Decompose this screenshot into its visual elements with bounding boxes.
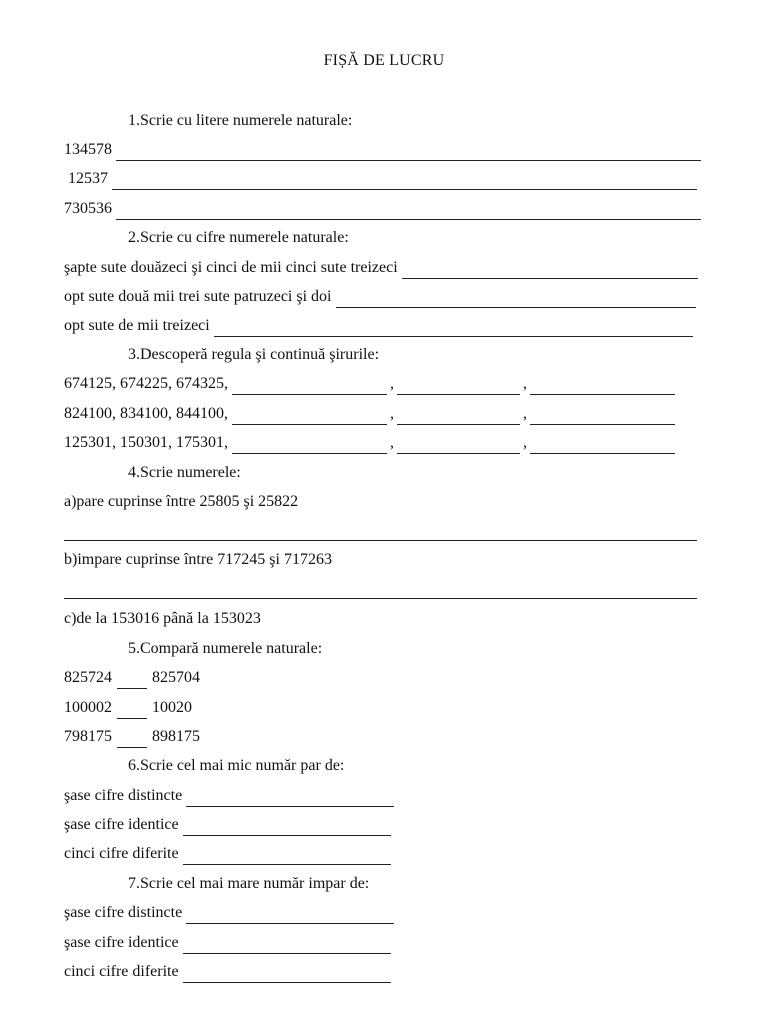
ex2-row [64,286,696,308]
ex3-separator: , [390,405,394,422]
ex1-number: 134578 [64,141,112,158]
ex4-part-b: b)impare cuprinse între 717245 şi 717263 [64,551,332,568]
ex3-row [64,432,675,454]
ex6-row [64,843,391,865]
ex5-compare-field[interactable] [117,732,147,748]
ex6-row [64,785,394,807]
ex5-left-number: 825724 [64,669,112,686]
ex7-answer-field[interactable] [183,938,391,954]
ex3-answer-field[interactable] [397,409,520,425]
ex6-text: şase cifre distincte [64,787,183,804]
ex3-answer-field[interactable] [232,409,387,425]
ex6-answer-field[interactable] [183,820,391,836]
ex1-row [64,168,697,190]
ex6-answer-field[interactable] [186,791,394,807]
ex6-text: cinci cifre diferite [64,845,179,862]
ex4-heading: 4.Scrie numerele: [128,464,241,481]
ex5-compare-field[interactable] [117,703,147,719]
ex7-text: şase cifre distincte [64,904,183,921]
ex7-answer-field[interactable] [186,908,394,924]
ex2-answer-field[interactable] [214,321,693,337]
ex2-text: şapte sute douăzeci şi cinci de mii cinci sute treizeci [64,259,398,276]
ex1-number: 12537 [64,170,108,187]
ex6-answer-field[interactable] [183,849,391,865]
ex5-row [64,726,200,748]
ex3-separator: , [523,405,527,422]
ex7-answer-field[interactable] [183,967,391,983]
ex3-heading: 3.Descoperă regula şi continuă şirurile: [128,346,380,363]
ex1-answer-field[interactable] [116,145,701,161]
ex1-number: 730536 [64,200,112,217]
ex1-answer-field[interactable] [116,204,701,220]
ex3-row [64,373,675,395]
ex1-row [64,139,701,161]
ex2-answer-field[interactable] [402,263,698,279]
ex2-row [64,257,698,279]
ex6-row [64,814,391,836]
ex3-separator: , [390,434,394,451]
ex3-answer-field[interactable] [530,438,675,454]
ex6-text: şase cifre identice [64,816,179,833]
ex7-text: şase cifre identice [64,934,179,951]
ex5-right-number: 825704 [152,669,200,686]
ex3-answer-field[interactable] [232,379,387,395]
ex2-answer-field[interactable] [336,292,697,308]
ex3-sequence: 824100, 834100, 844100, [64,405,228,422]
ex5-row [64,667,200,689]
ex5-right-number: 898175 [152,728,200,745]
ex7-row [64,902,394,924]
ex2-text: opt sute două mii trei sute patruzeci şi doi [64,288,332,305]
ex3-sequence: 674125, 674225, 674325, [64,375,228,392]
page-title: FIȘĂ DE LUCRU [323,52,445,69]
ex3-answer-field[interactable] [530,379,675,395]
ex7-text: cinci cifre diferite [64,963,179,980]
ex3-answer-field[interactable] [397,379,520,395]
ex7-row [64,932,391,954]
ex3-separator: , [390,375,394,392]
ex5-left-number: 100002 [64,699,112,716]
ex5-compare-field[interactable] [117,673,147,689]
ex2-row [64,315,693,337]
ex3-answer-field[interactable] [530,409,675,425]
ex5-heading: 5.Compară numerele naturale: [128,640,323,657]
ex2-heading: 2.Scrie cu cifre numerele naturale: [128,229,349,246]
ex1-heading: 1.Scrie cu litere numerele naturale: [128,112,353,129]
ex5-right-number: 10020 [152,699,192,716]
ex3-answer-field[interactable] [232,438,387,454]
ex4-part-a-answer-field[interactable] [64,540,697,541]
ex4-part-c: c)de la 153016 până la 153023 [64,610,261,627]
ex3-row [64,403,675,425]
ex5-row [64,697,192,719]
ex3-separator: , [523,375,527,392]
ex3-separator: , [523,434,527,451]
ex3-answer-field[interactable] [397,438,520,454]
ex7-row [64,961,391,983]
ex7-heading: 7.Scrie cel mai mare număr impar de: [128,875,370,892]
ex2-text: opt sute de mii treizeci [64,317,210,334]
ex1-answer-field[interactable] [112,174,697,190]
ex1-row [64,198,701,220]
ex5-left-number: 798175 [64,728,112,745]
ex4-part-a: a)pare cuprinse între 25805 şi 25822 [64,493,299,510]
ex6-heading: 6.Scrie cel mai mic număr par de: [128,757,345,774]
ex3-sequence: 125301, 150301, 175301, [64,434,228,451]
ex4-part-b-answer-field[interactable] [64,598,697,599]
